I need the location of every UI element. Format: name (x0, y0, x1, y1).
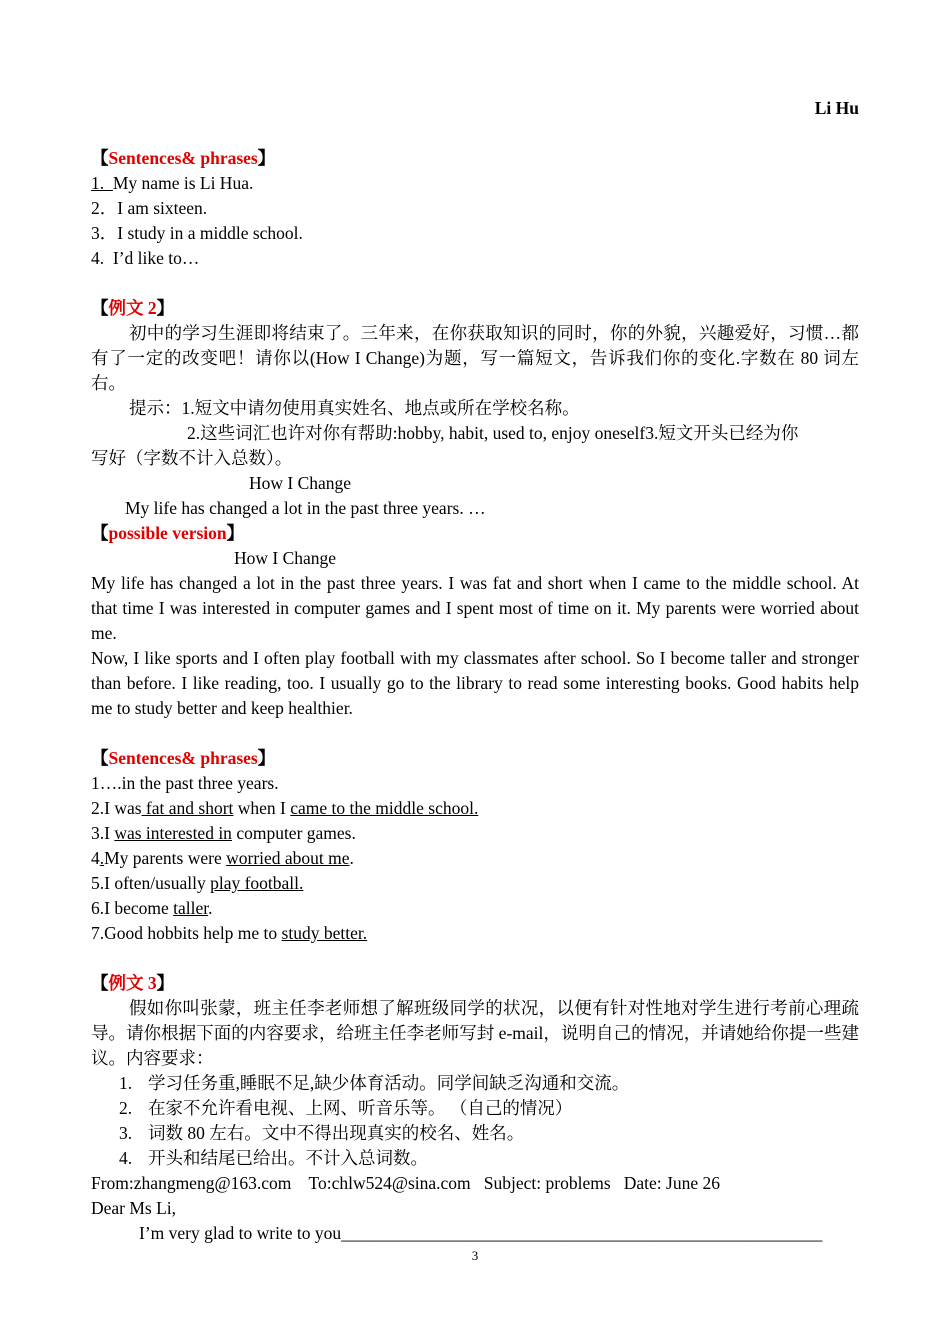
item-text: My name is Li Hua. (112, 173, 254, 193)
requirement-number: 3. (119, 1123, 133, 1143)
requirement-item (91, 1071, 859, 1096)
bracket-close: 】 (257, 148, 276, 168)
list-item: 3．I study in a middle school. (91, 223, 303, 243)
email-header-line: From:zhangmeng@163.com To:chlw524@sina.com Subject: problems Date: June 26 (91, 1173, 720, 1193)
phrase-text: when I (233, 798, 291, 818)
requirement-text: 学习任务重,睡眠不足,缺少体育活动。同学间缺乏沟通和交流。 (148, 1073, 630, 1093)
list-item: 2．I am sixteen. (91, 198, 208, 218)
phrase-line (91, 896, 859, 921)
phrase-key: taller (173, 898, 209, 918)
phrase-key: fat and short (141, 798, 234, 818)
phrase-text: computer games. (231, 823, 356, 843)
letter-greeting: Dear Ms Li, (91, 1198, 177, 1218)
bracket-open: 【 (91, 148, 109, 168)
phrase-key: study better. (281, 923, 368, 943)
phrase-text: . (208, 898, 213, 918)
example-label: 例文 2 (108, 298, 157, 318)
section-title: Sentences& phrases (108, 748, 258, 768)
possible-version-label: possible version (108, 523, 227, 543)
phrase-text: My parents were (104, 848, 227, 868)
prompt-paragraph: 假如你叫张蒙，班主任李老师想了解班级同学的状况，以便有针对性地对学生进行考前心理疏导。请你根据下面的内容要求，给班主任李老师写封 e-mail，说明自己的情况，并请她给你提一些建议。内容要求： (91, 998, 859, 1068)
bracket-open: 【 (91, 523, 109, 543)
example-label: 例文 3 (108, 973, 157, 993)
author-name: Li Hu (814, 98, 859, 118)
phrase-line (91, 796, 859, 821)
spacer (91, 121, 859, 146)
requirement-number: 4. (119, 1148, 133, 1168)
hint-line: 2.这些词汇也许对你有帮助:hobby, habit, used to, enjoy oneself3.短文开头已经为你 (187, 423, 799, 443)
requirement-text: 开头和结尾已给出。不计入总词数。 (148, 1148, 428, 1168)
phrase-key: was interested in (114, 823, 232, 843)
example-heading (91, 296, 859, 321)
spacer (91, 946, 859, 971)
example-heading (91, 971, 859, 996)
phrase-line (91, 871, 859, 896)
phrase-text: 7.Good hobbits help me to (91, 923, 282, 943)
letter-opening: I’m very glad to write to you_______________________________________________________ (139, 1223, 823, 1243)
bracket-open: 【 (91, 748, 109, 768)
requirement-number: 2. (119, 1098, 133, 1118)
essay-opening: My life has changed a lot in the past three years. … (125, 498, 486, 518)
requirement-item (91, 1096, 859, 1121)
requirement-text: 词数 80 左右。文中不得出现真实的校名、姓名。 (148, 1123, 525, 1143)
phrase-text: 6.I become (91, 898, 174, 918)
phrase-key: worried about me (226, 848, 350, 868)
phrase-text: 4 (91, 848, 100, 868)
essay-paragraph: My life has changed a lot in the past three years. I was fat and short when I came to the middle school. At that time I was interested in computer games and I spent most of time on it. My parents were worried about me. (91, 573, 859, 643)
possible-version-heading (91, 521, 859, 546)
item-number: 1. (91, 173, 113, 193)
hint-line: 写好（字数不计入总数）。 (91, 448, 293, 468)
list-item (91, 171, 859, 196)
essay-title: How I Change (249, 473, 352, 493)
list-item: 4. I’d like to… (91, 248, 200, 268)
requirement-item (91, 1146, 859, 1171)
spacer (91, 721, 859, 746)
bracket-close: 】 (257, 748, 276, 768)
prompt-paragraph: 初中的学习生涯即将结束了。三年来，在你获取知识的同时，你的外貌，兴趣爱好，习惯…都有了一定的改变吧！请你以(How I Change)为题，写一篇短文，告诉我们你的变化.字数在 80 词左右。 (91, 323, 859, 393)
phrase-line: 1….in the past three years. (91, 773, 279, 793)
phrase-text: . (349, 848, 354, 868)
bracket-close: 】 (226, 523, 245, 543)
requirement-number: 1. (119, 1073, 133, 1093)
essay-title: How I Change (234, 548, 337, 568)
bracket-close: 】 (156, 973, 175, 993)
phrase-dot: . (99, 848, 105, 868)
phrase-key: came to the middle school. (290, 798, 479, 818)
phrase-line (91, 846, 859, 871)
requirement-item (91, 1121, 859, 1146)
document-page (91, 96, 859, 1246)
phrase-line (91, 821, 859, 846)
section-heading (91, 146, 859, 171)
bracket-close: 】 (156, 298, 175, 318)
spacer (91, 271, 859, 296)
section-heading (91, 746, 859, 771)
requirement-text: 在家不允许看电视、上网、听音乐等。 （自己的情况） (148, 1098, 573, 1118)
phrase-key: play football. (210, 873, 304, 893)
phrase-text: 2.I was (91, 798, 142, 818)
phrase-line (91, 921, 859, 946)
section-title: Sentences& phrases (108, 148, 258, 168)
hint-line: 提示：1.短文中请勿使用真实姓名、地点或所在学校名称。 (129, 398, 580, 418)
bracket-open: 【 (91, 298, 109, 318)
bracket-open: 【 (91, 973, 109, 993)
essay-paragraph: Now, I like sports and I often play football with my classmates after school. So I become taller and stronger than before. I like reading, too. I usually go to the library to read some interesting books. Good habits help me to study better and keep healthier. (91, 648, 859, 718)
phrase-text: 3.I (91, 823, 115, 843)
phrase-text: 5.I often/usually (91, 873, 211, 893)
page-number: 3 (471, 1248, 479, 1263)
